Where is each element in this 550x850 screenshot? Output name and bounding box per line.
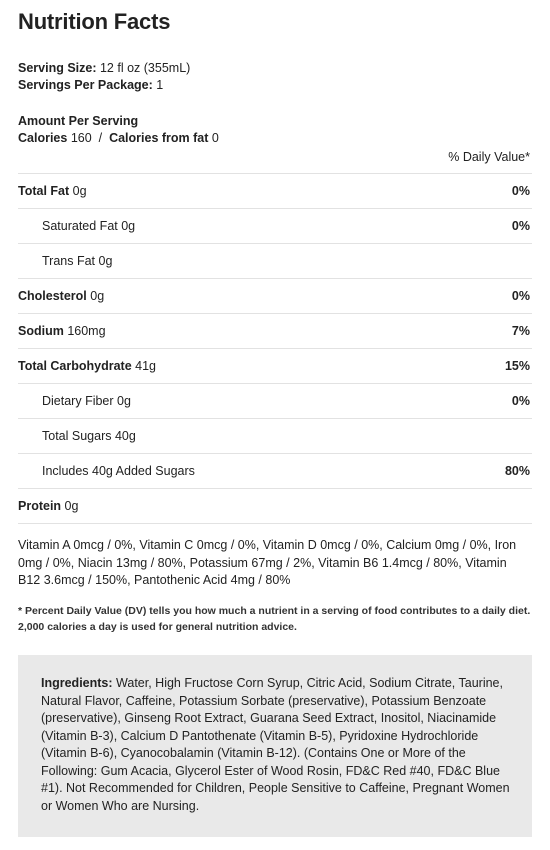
nutrient-row-cholesterol xyxy=(18,278,532,313)
nutrient-row-total-carbohydrate xyxy=(18,348,532,383)
nutrient-amount: 0g xyxy=(98,254,113,268)
fat-calories-label: Calories from fat xyxy=(109,131,209,145)
nutrient-daily-value: 0% xyxy=(511,394,530,408)
nutrient-name: Protein xyxy=(18,499,62,513)
daily-value-footnote: * Percent Daily Value (DV) tells you how much a nutrient in a serving of food contributes to a daily diet. 2,000 calories a day is used for general nutrition advice. xyxy=(18,605,531,633)
page-title: Nutrition Facts xyxy=(18,9,171,34)
ingredients-text: Water, High Fructose Corn Syrup, Citric Acid, Sodium Citrate, Taurine, Natural Flavor, Caffeine, Potassium Sorbate (preservative), Potassium Benzoate (preservative), Ginseng Root Extract, Guarana Seed Extract, Inositol, Niacinamide (Vitamin B-3), Calcium D Pantothenate (Vitamin B-5), Pyridoxine Hydrochloride (Vitamin B-6), Cyanocobalamin (Vitamin B-12). (Contains One or More of the Following: Gum Acacia, Glycerol Ester of Wood Rosin, FD&C Red #40, FD&C Blue #1). Not Recommended for Children, People Sensitive to Caffeine, Pregnant Women or Women Who are Nursing. xyxy=(41,676,510,813)
nutrient-daily-value: 0% xyxy=(511,219,530,233)
nutrient-amount: 0g xyxy=(72,184,87,198)
vitamins-minerals: Vitamin A 0mcg / 0%, Vitamin C 0mcg / 0%, Vitamin D 0mcg / 0%, Calcium 0mg / 0%, Iron 0mg / 0%, Niacin 13mg / 80%, Potassium 67mg / 2%, Vitamin B6 1.4mcg / 80%, Vitamin B12 3.6mcg / 150%, Pantothenic Acid 4mg / 80% xyxy=(18,538,517,587)
nutrient-row-sodium xyxy=(18,313,532,348)
nutrient-amount: 0g xyxy=(90,289,105,303)
fat-calories-value: 0 xyxy=(211,131,219,145)
daily-value-header: % Daily Value* xyxy=(448,150,530,164)
nutrient-daily-value: 0% xyxy=(511,289,530,303)
servings-per-package-label: Servings Per Package: xyxy=(18,78,153,92)
nutrient-row-added-sugars xyxy=(18,453,532,488)
nutrient-amount: 0g xyxy=(121,219,136,233)
nutrient-row-saturated-fat xyxy=(18,208,532,243)
serving-info xyxy=(18,60,190,94)
nutrient-amount: 41g xyxy=(135,359,157,373)
ingredients-box xyxy=(18,655,532,837)
amount-heading: Amount Per Serving xyxy=(18,114,139,128)
nutrient-name: Trans Fat xyxy=(42,254,96,268)
calories-line xyxy=(18,130,219,147)
nutrient-daily-value: 80% xyxy=(504,464,530,478)
nutrient-table xyxy=(18,173,532,524)
nutrient-row-total-fat xyxy=(18,173,532,208)
nutrient-daily-value: 15% xyxy=(504,359,530,373)
calories-label: Calories xyxy=(18,131,68,145)
serving-size xyxy=(18,60,190,77)
nutrient-row-protein xyxy=(18,488,532,524)
nutrient-name: Total Fat xyxy=(18,184,70,198)
nutrient-row-trans-fat xyxy=(18,243,532,278)
nutrient-daily-value: 7% xyxy=(511,324,530,338)
nutrient-row-total-sugars xyxy=(18,418,532,453)
nutrient-name: Includes 40g Added Sugars xyxy=(42,464,195,478)
nutrient-name: Sodium xyxy=(18,324,64,338)
calories-separator: / xyxy=(98,131,103,145)
nutrient-daily-value: 0% xyxy=(511,184,530,198)
nutrient-name: Cholesterol xyxy=(18,289,87,303)
serving-size-value: 12 fl oz (355mL) xyxy=(99,61,191,75)
nutrient-amount: 0g xyxy=(64,499,79,513)
nutrient-amount: 40g xyxy=(114,429,136,443)
nutrient-amount: 0g xyxy=(117,394,131,408)
nutrient-name: Dietary Fiber xyxy=(42,394,114,408)
servings-per-package-value: 1 xyxy=(156,78,164,92)
ingredients-label: Ingredients: xyxy=(41,676,113,690)
nutrient-name: Total Carbohydrate xyxy=(18,359,132,373)
calories-value: 160 xyxy=(70,131,92,145)
nutrient-name: Total Sugars xyxy=(42,429,112,443)
serving-size-label: Serving Size: xyxy=(18,61,97,75)
amount-per-serving xyxy=(18,113,219,147)
nutrient-row-dietary-fiber xyxy=(18,383,532,418)
nutrient-name: Saturated Fat xyxy=(42,219,118,233)
servings-per-package xyxy=(18,77,190,94)
nutrient-amount: 160mg xyxy=(67,324,106,338)
